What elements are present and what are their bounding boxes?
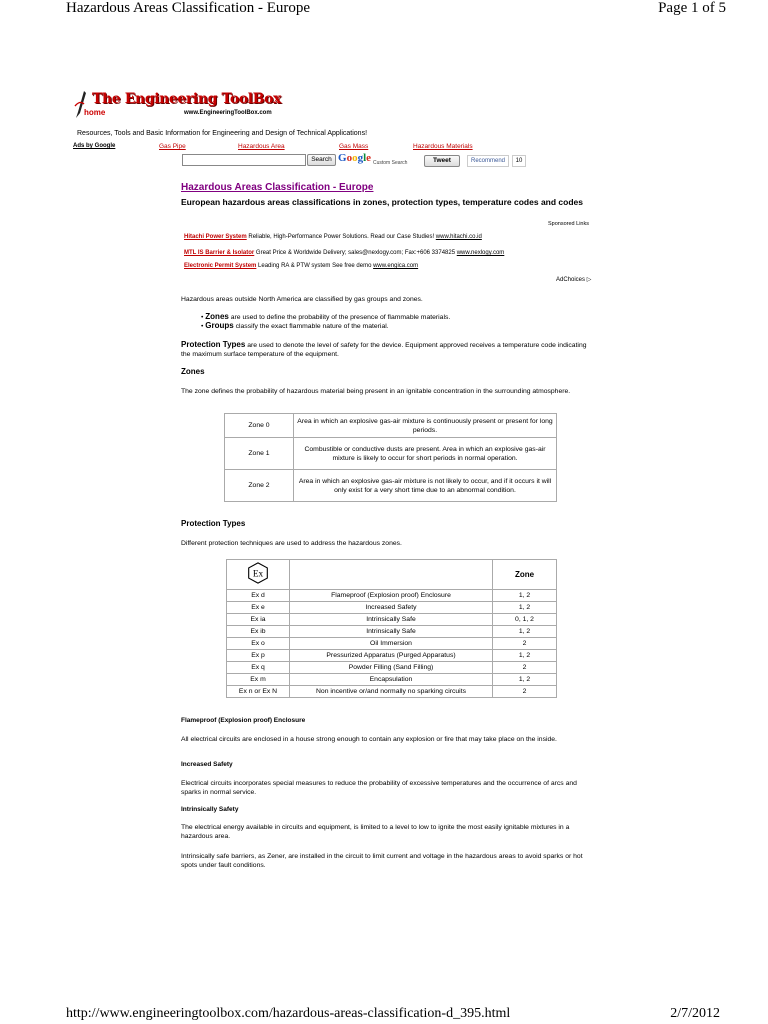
ads-by-google-link[interactable]: Ads by Google bbox=[73, 143, 116, 149]
pdf-header-title: Hazardous Areas Classification - Europe bbox=[66, 0, 311, 16]
protection-table bbox=[226, 559, 557, 698]
intro-paragraph: Hazardous areas outside North America are classified by gas groups and zones. bbox=[181, 296, 423, 303]
nav-link-hazardous-materials[interactable]: Hazardous Materials bbox=[413, 143, 473, 150]
zone-description-cell: Combustible or conductive dusts are present. Area in which an explosive gas-air mixture is likely to occur for short periods in normal operation. bbox=[294, 438, 557, 470]
bullet-icon: • bbox=[201, 323, 204, 330]
code-cell: Ex m bbox=[227, 674, 290, 686]
zones-table bbox=[224, 413, 557, 502]
ad-url[interactable]: www.nexlogy.com bbox=[456, 250, 505, 256]
bullet-term: Groups bbox=[205, 321, 234, 330]
table-row bbox=[227, 674, 557, 686]
protection-types-term: Protection Types bbox=[181, 340, 246, 349]
ad-text: Leading RA & PTW system See free demo bbox=[256, 263, 374, 269]
protection-intro: Different protection techniques are used to address the hazardous zones. bbox=[181, 540, 402, 547]
search-button[interactable]: Search bbox=[307, 154, 336, 166]
section-heading-flameproof: Flameproof (Explosion proof) Enclosure bbox=[181, 717, 306, 724]
zones-intro: The zone defines the probability of hazardous material being present in an ignitable concentration in the surrounding atmosphere. bbox=[181, 388, 571, 395]
ex-hexagon-icon bbox=[247, 562, 269, 584]
home-link[interactable]: home bbox=[84, 108, 106, 117]
ad-title[interactable]: Hitachi Power System bbox=[184, 234, 247, 240]
adchoices-icon: ▷ bbox=[586, 277, 592, 283]
zone-cell: Zone 0 bbox=[225, 414, 294, 438]
bullet-text: are used to define the probability of the presence of flammable materials. bbox=[228, 314, 451, 321]
zone-cell: 1, 2 bbox=[493, 590, 557, 602]
table-row bbox=[227, 590, 557, 602]
ad-item[interactable] bbox=[184, 250, 504, 256]
ad-item[interactable] bbox=[184, 263, 418, 269]
table-row bbox=[227, 638, 557, 650]
recommend-count: 10 bbox=[512, 155, 526, 167]
ad-url[interactable]: www.hitachi.co.id bbox=[435, 234, 482, 240]
site-tagline: Resources, Tools and Basic Information for Engineering and Design of Technical Applications! bbox=[77, 130, 368, 137]
protection-types-text: are used to denote the level of safety for the device. Equipment approved receives a temperature code indicating the maximum surface temperature of the equipment. bbox=[181, 342, 587, 358]
code-cell: Ex q bbox=[227, 662, 290, 674]
section-paragraph: The electrical energy available in circuits and equipment, is limited to a level to low to ignite the most easily ignitable mixtures in a hazardous area. bbox=[181, 824, 570, 840]
section-paragraph: All electrical circuits are enclosed in a house strong enough to contain any explosion or fire that may take place on the inside. bbox=[181, 736, 557, 743]
logo-text: The Engineering ToolBox bbox=[92, 91, 281, 107]
section-heading-increased-safety: Increased Safety bbox=[181, 761, 233, 768]
table-row bbox=[225, 438, 557, 470]
pdf-footer-date: 2/7/2012 bbox=[670, 1006, 720, 1021]
code-cell: Ex n or Ex N bbox=[227, 686, 290, 698]
zone-cell: 1, 2 bbox=[493, 674, 557, 686]
pdf-page-number: Page 1 of 5 bbox=[658, 0, 726, 16]
table-row bbox=[225, 470, 557, 502]
code-cell: Ex p bbox=[227, 650, 290, 662]
name-cell: Increased Safety bbox=[290, 602, 493, 614]
recommend-button[interactable]: Recommend bbox=[467, 155, 509, 167]
pdf-footer-url: http://www.engineeringtoolbox.com/hazardous-areas-classification-d_395.html bbox=[66, 1006, 511, 1021]
bullet-term: Zones bbox=[205, 312, 229, 321]
name-cell: Pressurized Apparatus (Purged Apparatus) bbox=[290, 650, 493, 662]
adchoices-label: AdChoices bbox=[556, 277, 586, 283]
code-cell: Ex ib bbox=[227, 626, 290, 638]
zone-description-cell: Area in which an explosive gas-air mixture is continuously present or present for long periods. bbox=[294, 414, 557, 438]
nav-link-hazardous-area[interactable]: Hazardous Area bbox=[238, 143, 285, 150]
section-paragraph: Intrinsically safe barriers, as Zener, are installed in the circuit to limit current and voltage in the hazardous areas to avoid sparks or hot spots under fault conditions. bbox=[181, 853, 583, 869]
ad-title[interactable]: MTL IS Barrier & Isolator bbox=[184, 250, 255, 256]
code-cell: Ex d bbox=[227, 590, 290, 602]
code-cell: Ex e bbox=[227, 602, 290, 614]
google-logo: Google bbox=[338, 152, 372, 164]
name-cell: Encapsulation bbox=[290, 674, 493, 686]
zone-description-cell: Area in which an explosive gas-air mixture is not likely to occur, and if it occurs it will only exist for a very short time due to an abnormal condition. bbox=[294, 470, 557, 502]
nav-link-gas-mass[interactable]: Gas Mass bbox=[339, 143, 369, 150]
bullet-item bbox=[201, 321, 389, 331]
zone-cell: 0, 1, 2 bbox=[493, 614, 557, 626]
table-row bbox=[227, 602, 557, 614]
zone-cell: 2 bbox=[493, 662, 557, 674]
adchoices-link[interactable] bbox=[556, 276, 591, 283]
page-title[interactable]: Hazardous Areas Classification - Europe bbox=[181, 182, 374, 193]
search-input[interactable] bbox=[182, 154, 306, 166]
zone-cell: Zone 1 bbox=[225, 438, 294, 470]
ex-symbol-label: Ex bbox=[252, 569, 264, 580]
nav-link-gas-pipe[interactable]: Gas Pipe bbox=[159, 143, 186, 150]
ad-title[interactable]: Electronic Permit System bbox=[184, 263, 257, 269]
name-cell: Intrinsically Safe bbox=[290, 626, 493, 638]
code-cell: Ex ia bbox=[227, 614, 290, 626]
zones-heading: Zones bbox=[181, 367, 205, 376]
table-row bbox=[225, 414, 557, 438]
name-cell: Non incentive or/and normally no sparking circuits bbox=[290, 686, 493, 698]
name-cell: Intrinsically Safe bbox=[290, 614, 493, 626]
ad-item[interactable] bbox=[184, 234, 482, 240]
name-cell: Flameproof (Explosion proof) Enclosure bbox=[290, 590, 493, 602]
page-subtitle: European hazardous areas classifications in zones, protection types, temperature codes and codes bbox=[181, 197, 583, 207]
name-cell: Oil Immersion bbox=[290, 638, 493, 650]
zone-cell: 1, 2 bbox=[493, 602, 557, 614]
table-row bbox=[227, 686, 557, 698]
zone-cell: 2 bbox=[493, 686, 557, 698]
protection-types-paragraph bbox=[181, 340, 596, 359]
ex-symbol-cell bbox=[227, 560, 290, 590]
code-cell: Ex o bbox=[227, 638, 290, 650]
ad-text: Great Price & Worldwide Delivery; sales@nexlogy.com; Fax:+606 3374825 bbox=[254, 250, 457, 256]
bullet-text: classify the exact flammable nature of the material. bbox=[233, 323, 389, 330]
ad-text: Reliable, High-Performance Power Solutions. Read our Case Studies! bbox=[246, 234, 436, 240]
section-paragraph: Electrical circuits incorporates special measures to reduce the probability of excessive temperatures and the occurrence of arcs and sparks in normal service. bbox=[181, 780, 577, 796]
site-logo[interactable] bbox=[74, 86, 281, 126]
bullet-icon: • bbox=[201, 314, 204, 321]
zone-cell: Zone 2 bbox=[225, 470, 294, 502]
ad-url[interactable]: www.engica.com bbox=[373, 263, 419, 269]
protection-heading: Protection Types bbox=[181, 519, 246, 528]
table-row bbox=[227, 650, 557, 662]
zone-cell: 1, 2 bbox=[493, 650, 557, 662]
zone-cell: 2 bbox=[493, 638, 557, 650]
custom-search-label: Custom Search bbox=[373, 160, 408, 166]
table-row bbox=[227, 614, 557, 626]
section-heading-intrinsically-safety: Intrinsically Safety bbox=[181, 806, 239, 813]
header-blank-cell bbox=[290, 560, 493, 590]
sponsored-links-label: Sponsored Links bbox=[548, 221, 589, 227]
table-row bbox=[227, 662, 557, 674]
name-cell: Powder Filling (Sand Filling) bbox=[290, 662, 493, 674]
table-header-row bbox=[227, 560, 557, 590]
logo-url: www.EngineeringToolBox.com bbox=[184, 110, 272, 116]
tweet-button[interactable]: Tweet bbox=[424, 155, 460, 167]
zone-cell: 1, 2 bbox=[493, 626, 557, 638]
zone-header-cell: Zone bbox=[493, 560, 557, 590]
table-row bbox=[227, 626, 557, 638]
